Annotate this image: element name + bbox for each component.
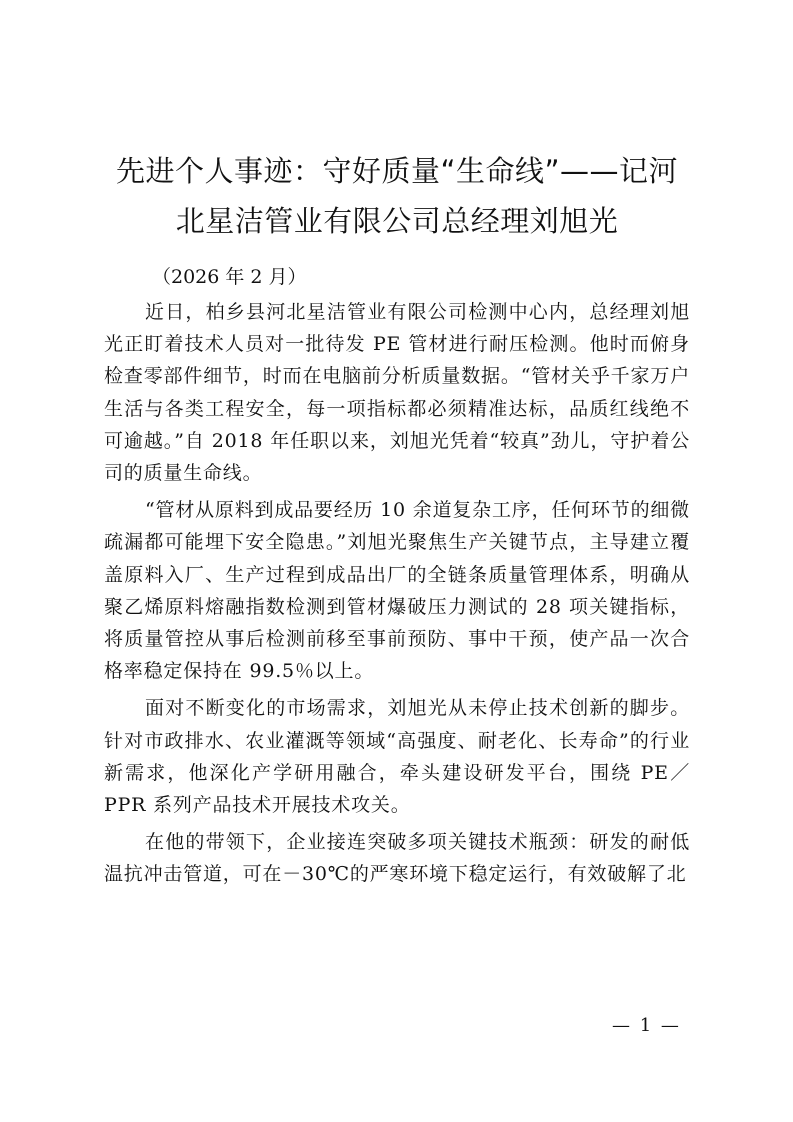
title-line-2: 北星洁管业有限公司总经理刘旭光	[175, 204, 619, 238]
paragraph-1: 近日，柏乡县河北星洁管业有限公司检测中心内，总经理刘旭光正盯着技术人员对一批待发 PE 管材进行耐压检测。他时而俯身检查零部件细节，时而在电脑前分析质量数据。“管材关乎千家万户生活与各类工程安全，每一项指标都必须精准达标，品质红线绝不可逾越。”自 2018 年任职以来，刘旭光凭着“较真”劲儿，守护着公司的质量生命线。	[104, 301, 690, 485]
paragraph-4: 在他的带领下，企业接连突破多项关键技术瓶颈：研发的耐低温抗冲击管道，可在－30℃的严寒环境下稳定运行，有效破解了北	[104, 831, 690, 886]
document-title	[90, 146, 704, 246]
paragraph-2: “管材从原料到成品要经历 10 余道复杂工序，任何环节的细微疏漏都可能埋下安全隐患。”刘旭光聚焦生产关键节点，主导建立覆盖原料入厂、生产过程到成品出厂的全链条质量管理体系，明确从聚乙烯原料熔融指数检测到管材爆破压力测试的 28 项关键指标，将质量管控从事后检测前移至事前预防、事中干预，使产品一次合格率稳定保持在 99.5％以上。	[104, 499, 690, 683]
page-number: — 1 —	[612, 1015, 681, 1036]
title-line-1: 先进个人事迹：守好质量“生命线”——记河	[115, 154, 679, 188]
document-body	[104, 296, 690, 896]
document-date: （2026 年 2 月）	[152, 266, 307, 288]
paragraph-3: 面对不断变化的市场需求，刘旭光从未停止技术创新的脚步。针对市政排水、农业灌溉等领域“高强度、耐老化、长寿命”的行业新需求，他深化产学研用融合，牵头建设研发平台，围绕 PE／PPR 系列产品技术开展技术攻关。	[104, 697, 690, 817]
